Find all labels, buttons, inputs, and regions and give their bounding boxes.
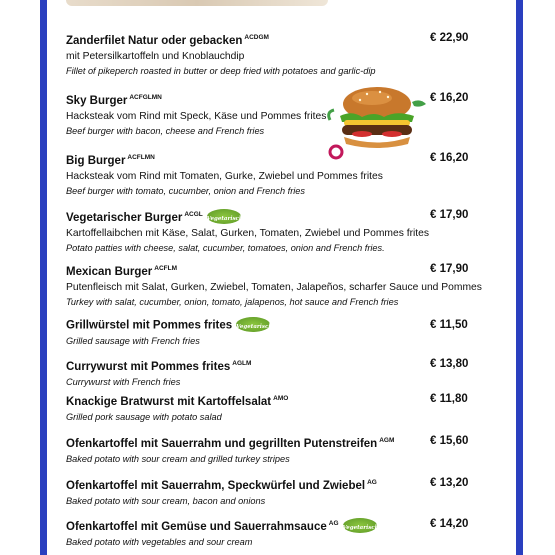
allergen-codes: AG xyxy=(328,520,339,527)
allergen-codes: AGM xyxy=(379,437,395,444)
item-description-en: Beef burger with bacon, cheese and French fries xyxy=(66,126,265,136)
item-price: € 17,90 xyxy=(430,209,469,221)
item-description-en: Potato patties with cheese, salat, cucumber, tomatoes, onion and French fries. xyxy=(66,243,385,254)
item-description-en: Baked potato with sour cream and grilled turkey stripes xyxy=(66,454,290,464)
allergen-codes: AMO xyxy=(273,395,289,402)
allergen-codes: ACFLM xyxy=(154,265,178,272)
left-page-border xyxy=(0,0,47,555)
item-name: Ofenkartoffel mit Sauerrahm und gegrillten Putenstreifen $^{AGM}$ xyxy=(66,437,395,450)
item-price: € 22,90 xyxy=(430,32,469,44)
allergen-codes: ACDGM xyxy=(244,34,269,41)
allergen-codes: ACFGLMN xyxy=(129,94,162,101)
item-name: Grillwürstel mit Pommes frites Vegetarisch xyxy=(66,318,496,333)
item-price: € 11,50 xyxy=(430,319,468,331)
vegetarian-badge-icon: Vegetarisch xyxy=(343,518,377,533)
item-name: Currywurst mit Pommes frites $^{AGLM}$ xyxy=(66,360,252,373)
item-name: Zanderfilet Natur oder gebacken $^{ACDGM}$ xyxy=(66,34,269,47)
item-price: € 13,20 xyxy=(430,477,469,489)
item-name: Ofenkartoffel mit Gemüse und Sauerrahmsauce $^{AG}$ Vegetarisch xyxy=(66,520,379,533)
item-description-en: Beef burger with tomato, cucumber, onion and French fries xyxy=(66,186,305,196)
item-price: € 14,20 xyxy=(430,518,469,530)
item-description-en: Baked potato with vegetables and sour cream xyxy=(66,537,253,548)
item-name: Big Burger $^{ACFLMN}$ xyxy=(66,154,155,167)
right-page-border xyxy=(516,0,555,555)
item-description-de: Hacksteak vom Rind mit Tomaten, Gurke, Zwiebel und Pommes frites xyxy=(66,171,383,182)
item-description-de: mit Petersilkartoffeln und Knoblauchdip xyxy=(66,51,245,62)
item-name: Ofenkartoffel mit Sauerrahm, Speckwürfel und Zwiebel $^{AG}$ xyxy=(66,479,377,492)
allergen-codes: AG xyxy=(367,479,377,486)
top-food-photo xyxy=(66,0,328,6)
item-description-de: Putenfleisch mit Salat, Gurken, Zwiebel, Tomaten, Jalapeños, scharfer Sauce und Pommes xyxy=(66,282,482,293)
vegetarian-badge-icon: Vegetarisch xyxy=(236,317,270,332)
item-price: € 16,20 xyxy=(430,92,469,104)
item-description-en: Fillet of pikeperch roasted in butter or deep fried with potatoes and garlic-dip xyxy=(66,66,376,76)
allergen-codes: ACFLMN xyxy=(127,154,155,161)
item-name: Knackige Bratwurst mit Kartoffelsalat $^{AMO}$ xyxy=(66,395,289,408)
allergen-codes: ACGL xyxy=(184,211,203,218)
item-description-en: Grilled pork sausage with potato salad xyxy=(66,412,222,422)
item-description-en: Turkey with salat, cucumber, onion, tomato, jalapenos, hot sauce and French fries xyxy=(66,297,399,307)
item-price: € 13,80 xyxy=(430,358,469,370)
item-price: € 15,60 xyxy=(430,435,469,447)
item-price: € 17,90 xyxy=(430,263,469,275)
item-price: € 16,20 xyxy=(430,152,469,164)
vegetarian-badge-icon: Vegetarisch xyxy=(207,209,241,224)
item-description-de: Hacksteak vom Rind mit Speck, Käse und Pommes frites xyxy=(66,111,327,122)
item-name: Sky Burger $^{ACFGLMN}$ xyxy=(66,94,162,107)
item-name: Vegetarischer Burger $^{ACGL}$ Vegetarisch xyxy=(66,211,243,224)
item-description-de: Kartoffellaibchen mit Käse, Salat, Gurken, Tomaten, Zwiebel und Pommes frites xyxy=(66,228,430,240)
item-price: € 11,80 xyxy=(430,393,468,405)
item-name: Mexican Burger $^{ACFLM}$ xyxy=(66,265,178,278)
item-description-en: Grilled sausage with French fries xyxy=(66,336,200,346)
item-description-en: Baked potato with sour cream, bacon and onions xyxy=(66,496,266,506)
allergen-codes: AGLM xyxy=(232,360,252,367)
item-description-en: Currywurst with French fries xyxy=(66,377,181,387)
